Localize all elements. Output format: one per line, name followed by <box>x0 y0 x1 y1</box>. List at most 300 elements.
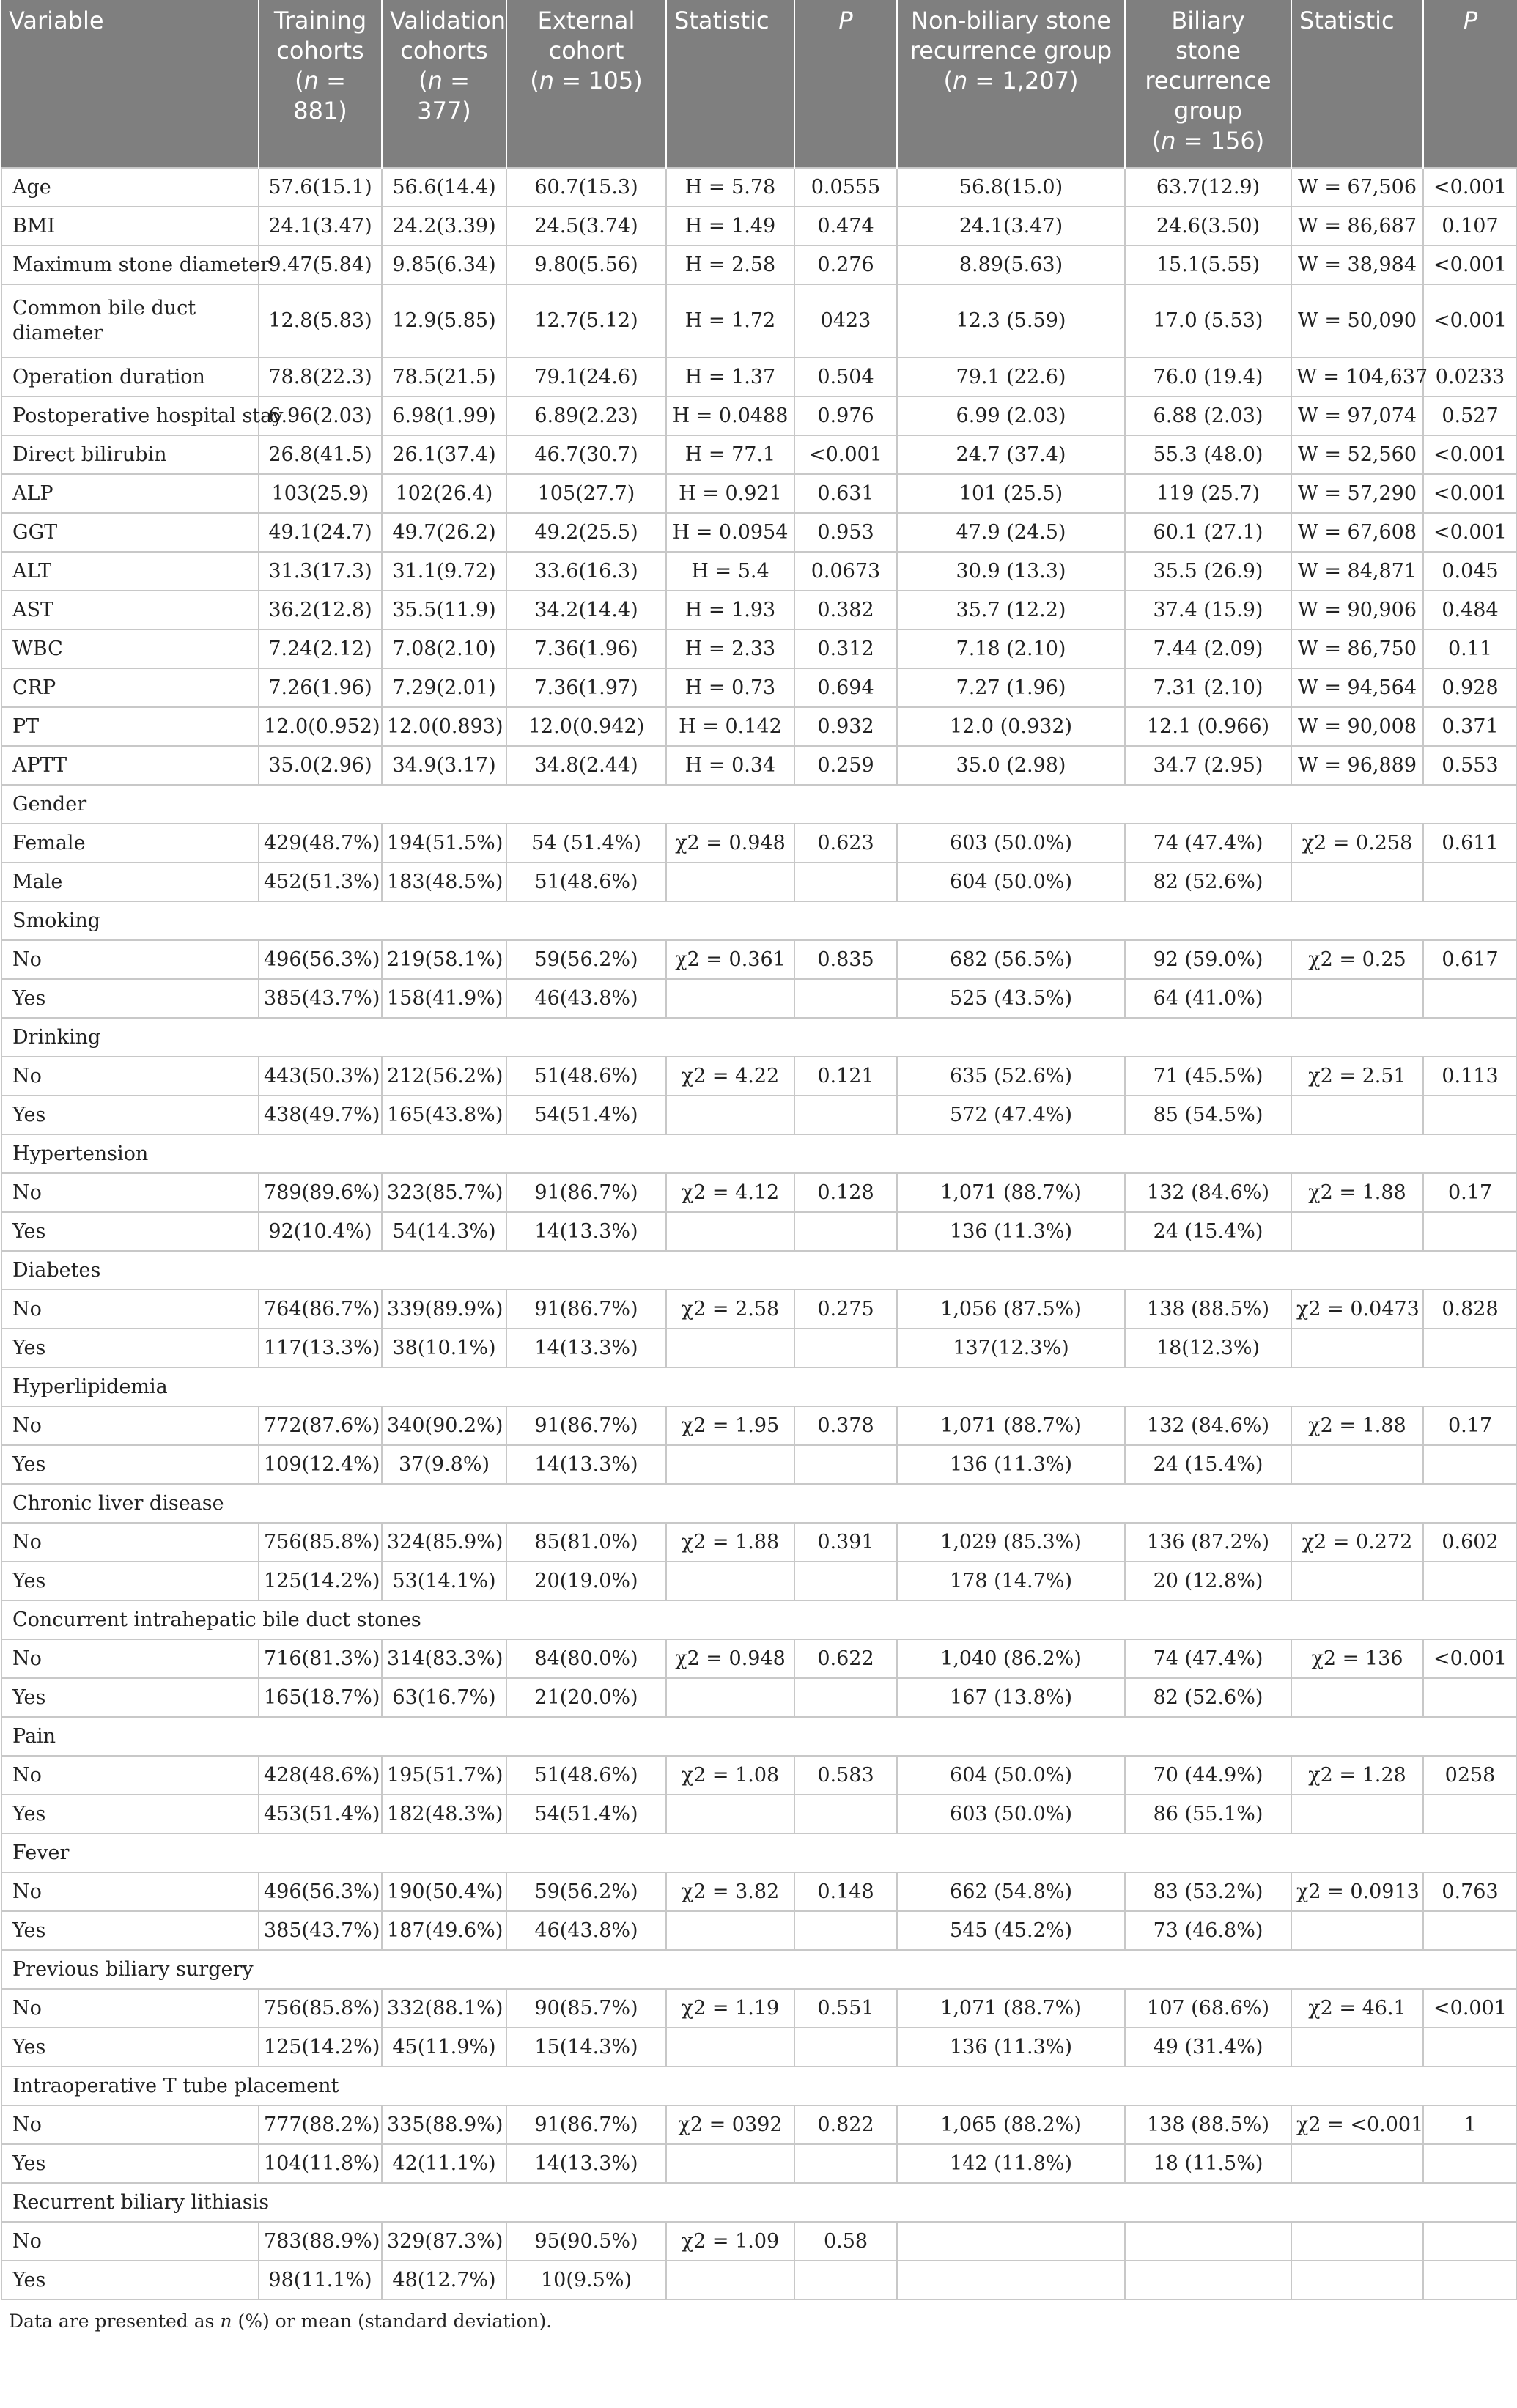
stat2-cell: W = 96,889 <box>1291 746 1423 785</box>
biliary-cell: 82 (52.6%) <box>1125 863 1291 901</box>
nonbiliary-cell: 47.9 (24.5) <box>897 513 1125 552</box>
table-row <box>1 2144 1517 2183</box>
level-cell: Yes <box>1 1562 259 1600</box>
p2-cell: 0258 <box>1423 1756 1517 1795</box>
p1-cell: 0.378 <box>794 1406 897 1445</box>
external-cell: 6.89(2.23) <box>506 396 666 435</box>
p2-cell <box>1423 1212 1517 1251</box>
external-cell: 15(14.3%) <box>506 2028 666 2067</box>
p2-cell: 0.828 <box>1423 1290 1517 1329</box>
stat1-cell: χ2 = 0392 <box>666 2105 794 2144</box>
training-cell: 7.26(1.96) <box>259 668 382 707</box>
validation-cell: 187(49.6%) <box>382 1911 506 1950</box>
level-cell: No <box>1 2222 259 2261</box>
stat2-cell <box>1291 2261 1423 2300</box>
table-row <box>1 668 1517 707</box>
level-cell: Female <box>1 824 259 863</box>
nonbiliary-cell: 6.99 (2.03) <box>897 396 1125 435</box>
header-p-2: P <box>1423 0 1517 168</box>
training-cell: 31.3(17.3) <box>259 552 382 591</box>
validation-cell: 340(90.2%) <box>382 1406 506 1445</box>
validation-cell: 219(58.1%) <box>382 940 506 979</box>
stat2-cell <box>1291 1795 1423 1833</box>
validation-cell: 12.0(0.893) <box>382 707 506 746</box>
external-cell: 51(48.6%) <box>506 1756 666 1795</box>
group-title-cell: Previous biliary surgery <box>1 1950 1517 1989</box>
external-cell: 91(86.7%) <box>506 1173 666 1212</box>
biliary-cell: 20 (12.8%) <box>1125 1562 1291 1600</box>
group-header-row <box>1 785 1517 824</box>
stat1-cell: H = 0.142 <box>666 707 794 746</box>
p2-cell: 0.0233 <box>1423 358 1517 396</box>
variable-cell: Operation duration <box>1 358 259 396</box>
biliary-cell: 63.7(12.9) <box>1125 168 1291 207</box>
external-cell: 54 (51.4%) <box>506 824 666 863</box>
table-row <box>1 1523 1517 1562</box>
table-row <box>1 1290 1517 1329</box>
validation-cell: 183(48.5%) <box>382 863 506 901</box>
nonbiliary-cell: 30.9 (13.3) <box>897 552 1125 591</box>
stat2-cell: W = 67,608 <box>1291 513 1423 552</box>
stat2-cell <box>1291 2028 1423 2067</box>
variable-cell: BMI <box>1 207 259 245</box>
biliary-cell: 83 (53.2%) <box>1125 1872 1291 1911</box>
stat1-cell: H = 1.93 <box>666 591 794 629</box>
validation-cell: 314(83.3%) <box>382 1639 506 1678</box>
table-row <box>1 1795 1517 1833</box>
stat2-cell: W = 90,008 <box>1291 707 1423 746</box>
table-row <box>1 1445 1517 1484</box>
p1-cell: 0.259 <box>794 746 897 785</box>
nonbiliary-cell: 8.89(5.63) <box>897 245 1125 284</box>
stat2-cell <box>1291 1096 1423 1134</box>
validation-cell: 26.1(37.4) <box>382 435 506 474</box>
p2-cell <box>1423 2261 1517 2300</box>
p2-cell: <0.001 <box>1423 513 1517 552</box>
biliary-cell: 7.31 (2.10) <box>1125 668 1291 707</box>
training-cell: 35.0(2.96) <box>259 746 382 785</box>
training-cell: 777(88.2%) <box>259 2105 382 2144</box>
p1-cell <box>794 1562 897 1600</box>
training-cell: 443(50.3%) <box>259 1057 382 1096</box>
p1-cell: 0.822 <box>794 2105 897 2144</box>
training-cell: 7.24(2.12) <box>259 629 382 668</box>
level-cell: Yes <box>1 2144 259 2183</box>
stat1-cell <box>666 1911 794 1950</box>
group-header-row <box>1 1950 1517 1989</box>
p1-cell: 0.583 <box>794 1756 897 1795</box>
external-cell: 14(13.3%) <box>506 2144 666 2183</box>
biliary-cell: 49 (31.4%) <box>1125 2028 1291 2067</box>
validation-cell: 332(88.1%) <box>382 1989 506 2028</box>
p1-cell: 0.276 <box>794 245 897 284</box>
table-row <box>1 824 1517 863</box>
validation-cell: 35.5(11.9) <box>382 591 506 629</box>
stat1-cell <box>666 979 794 1018</box>
table-row <box>1 1406 1517 1445</box>
table-row <box>1 707 1517 746</box>
external-cell: 54(51.4%) <box>506 1096 666 1134</box>
level-cell: No <box>1 1872 259 1911</box>
biliary-cell: 24.6(3.50) <box>1125 207 1291 245</box>
external-cell: 24.5(3.74) <box>506 207 666 245</box>
stat1-cell <box>666 863 794 901</box>
p1-cell: 0.694 <box>794 668 897 707</box>
training-cell: 756(85.8%) <box>259 1989 382 2028</box>
stat1-cell: H = 1.49 <box>666 207 794 245</box>
variable-cell: GGT <box>1 513 259 552</box>
stat2-cell: χ2 = 1.88 <box>1291 1173 1423 1212</box>
level-cell: No <box>1 1989 259 2028</box>
training-cell: 438(49.7%) <box>259 1096 382 1134</box>
biliary-cell: 12.1 (0.966) <box>1125 707 1291 746</box>
stat1-cell <box>666 2261 794 2300</box>
nonbiliary-cell: 682 (56.5%) <box>897 940 1125 979</box>
p1-cell <box>794 2144 897 2183</box>
training-cell: 6.96(2.03) <box>259 396 382 435</box>
validation-cell: 324(85.9%) <box>382 1523 506 1562</box>
variable-cell: CRP <box>1 668 259 707</box>
validation-cell: 53(14.1%) <box>382 1562 506 1600</box>
stat1-cell <box>666 2028 794 2067</box>
training-cell: 36.2(12.8) <box>259 591 382 629</box>
validation-cell: 329(87.3%) <box>382 2222 506 2261</box>
nonbiliary-cell: 1,071 (88.7%) <box>897 1989 1125 2028</box>
table-row <box>1 1678 1517 1717</box>
variable-cell: WBC <box>1 629 259 668</box>
external-cell: 21(20.0%) <box>506 1678 666 1717</box>
external-cell: 49.2(25.5) <box>506 513 666 552</box>
validation-cell: 38(10.1%) <box>382 1329 506 1367</box>
p1-cell: 0.932 <box>794 707 897 746</box>
biliary-cell: 35.5 (26.9) <box>1125 552 1291 591</box>
p1-cell: <0.001 <box>794 435 897 474</box>
header-external: External cohort (n = 105) <box>506 0 666 168</box>
p2-cell: <0.001 <box>1423 1989 1517 2028</box>
external-cell: 85(81.0%) <box>506 1523 666 1562</box>
stat1-cell: χ2 = 0.948 <box>666 824 794 863</box>
biliary-cell: 85 (54.5%) <box>1125 1096 1291 1134</box>
characteristics-table <box>1 0 1517 2300</box>
validation-cell: 194(51.5%) <box>382 824 506 863</box>
validation-cell: 31.1(9.72) <box>382 552 506 591</box>
stat2-cell <box>1291 979 1423 1018</box>
validation-cell: 54(14.3%) <box>382 1212 506 1251</box>
table-footnote: Data are presented as n (%) or mean (standard deviation). <box>9 2311 553 2332</box>
biliary-cell: 6.88 (2.03) <box>1125 396 1291 435</box>
stat2-cell: χ2 = 0.258 <box>1291 824 1423 863</box>
p1-cell <box>794 2028 897 2067</box>
header-training: Training cohorts (n = 881) <box>259 0 382 168</box>
level-cell: Yes <box>1 1212 259 1251</box>
p1-cell <box>794 1445 897 1484</box>
p1-cell <box>794 1329 897 1367</box>
biliary-cell: 138 (88.5%) <box>1125 2105 1291 2144</box>
p1-cell: 0.504 <box>794 358 897 396</box>
level-cell: No <box>1 940 259 979</box>
table-body <box>1 168 1517 2300</box>
validation-cell: 335(88.9%) <box>382 2105 506 2144</box>
group-title-cell: Fever <box>1 1833 1517 1872</box>
external-cell: 51(48.6%) <box>506 863 666 901</box>
validation-cell: 78.5(21.5) <box>382 358 506 396</box>
level-cell: No <box>1 1639 259 1678</box>
training-cell: 453(51.4%) <box>259 1795 382 1833</box>
biliary-cell: 37.4 (15.9) <box>1125 591 1291 629</box>
biliary-cell: 82 (52.6%) <box>1125 1678 1291 1717</box>
nonbiliary-cell: 7.18 (2.10) <box>897 629 1125 668</box>
p2-cell <box>1423 2144 1517 2183</box>
table-row <box>1 168 1517 207</box>
external-cell: 14(13.3%) <box>506 1445 666 1484</box>
external-cell: 34.8(2.44) <box>506 746 666 785</box>
table-row <box>1 746 1517 785</box>
p2-cell: <0.001 <box>1423 435 1517 474</box>
stat1-cell: H = 0.921 <box>666 474 794 513</box>
table-row <box>1 591 1517 629</box>
variable-cell: Postoperative hospital stay <box>1 396 259 435</box>
p1-cell: 0.121 <box>794 1057 897 1096</box>
external-cell: 12.0(0.942) <box>506 707 666 746</box>
stat2-cell <box>1291 2222 1423 2261</box>
validation-cell: 102(26.4) <box>382 474 506 513</box>
external-cell: 46.7(30.7) <box>506 435 666 474</box>
p1-cell: 0.58 <box>794 2222 897 2261</box>
p2-cell <box>1423 979 1517 1018</box>
training-cell: 57.6(15.1) <box>259 168 382 207</box>
level-cell: No <box>1 1406 259 1445</box>
table-row <box>1 1096 1517 1134</box>
training-cell: 764(86.7%) <box>259 1290 382 1329</box>
nonbiliary-cell: 603 (50.0%) <box>897 1795 1125 1833</box>
stat2-cell: W = 52,560 <box>1291 435 1423 474</box>
level-cell: No <box>1 1173 259 1212</box>
nonbiliary-cell: 1,029 (85.3%) <box>897 1523 1125 1562</box>
group-header-row <box>1 2183 1517 2222</box>
external-cell: 91(86.7%) <box>506 1290 666 1329</box>
external-cell: 33.6(16.3) <box>506 552 666 591</box>
p2-cell: 0.045 <box>1423 552 1517 591</box>
nonbiliary-cell: 136 (11.3%) <box>897 1212 1125 1251</box>
p2-cell: <0.001 <box>1423 1639 1517 1678</box>
p2-cell: 0.617 <box>1423 940 1517 979</box>
stat2-cell: W = 84,871 <box>1291 552 1423 591</box>
stat1-cell: χ2 = 1.95 <box>666 1406 794 1445</box>
table-header <box>1 0 1517 168</box>
group-header-row <box>1 2067 1517 2105</box>
external-cell: 20(19.0%) <box>506 1562 666 1600</box>
p2-cell <box>1423 1562 1517 1600</box>
p1-cell <box>794 1911 897 1950</box>
validation-cell: 195(51.7%) <box>382 1756 506 1795</box>
level-cell: No <box>1 1290 259 1329</box>
p1-cell: 0.631 <box>794 474 897 513</box>
table-row <box>1 1756 1517 1795</box>
p2-cell <box>1423 1096 1517 1134</box>
stat1-cell <box>666 2144 794 2183</box>
validation-cell: 9.85(6.34) <box>382 245 506 284</box>
p2-cell: 0.484 <box>1423 591 1517 629</box>
validation-cell: 212(56.2%) <box>382 1057 506 1096</box>
nonbiliary-cell: 24.7 (37.4) <box>897 435 1125 474</box>
nonbiliary-cell: 35.7 (12.2) <box>897 591 1125 629</box>
p2-cell: 0.371 <box>1423 707 1517 746</box>
stat2-cell <box>1291 1678 1423 1717</box>
training-cell: 125(14.2%) <box>259 1562 382 1600</box>
stat1-cell <box>666 1562 794 1600</box>
header-validation: Validation cohorts (n = 377) <box>382 0 506 168</box>
stat2-cell <box>1291 2144 1423 2183</box>
nonbiliary-cell: 35.0 (2.98) <box>897 746 1125 785</box>
group-header-row <box>1 1484 1517 1523</box>
stat2-cell: χ2 = 0.0473 <box>1291 1290 1423 1329</box>
level-cell: No <box>1 1523 259 1562</box>
external-cell: 46(43.8%) <box>506 979 666 1018</box>
p2-cell: 0.11 <box>1423 629 1517 668</box>
stat1-cell <box>666 1212 794 1251</box>
training-cell: 92(10.4%) <box>259 1212 382 1251</box>
stat1-cell: H = 1.72 <box>666 284 794 358</box>
nonbiliary-cell: 136 (11.3%) <box>897 1445 1125 1484</box>
nonbiliary-cell: 1,065 (88.2%) <box>897 2105 1125 2144</box>
p2-cell <box>1423 2028 1517 2067</box>
nonbiliary-cell: 1,040 (86.2%) <box>897 1639 1125 1678</box>
validation-cell: 7.29(2.01) <box>382 668 506 707</box>
table-row <box>1 1872 1517 1911</box>
group-header-row <box>1 901 1517 940</box>
training-cell: 9.47(5.84) <box>259 245 382 284</box>
stat2-cell <box>1291 1911 1423 1950</box>
stat2-cell: χ2 = 46.1 <box>1291 1989 1423 2028</box>
p2-cell: 0.113 <box>1423 1057 1517 1096</box>
stat1-cell: χ2 = 0.361 <box>666 940 794 979</box>
nonbiliary-cell: 604 (50.0%) <box>897 1756 1125 1795</box>
level-cell: Yes <box>1 1329 259 1367</box>
biliary-cell: 71 (45.5%) <box>1125 1057 1291 1096</box>
group-title-cell: Hypertension <box>1 1134 1517 1173</box>
variable-cell: Common bile duct diameter <box>1 284 259 358</box>
p1-cell: 0.148 <box>794 1872 897 1911</box>
p2-cell: 0.611 <box>1423 824 1517 863</box>
nonbiliary-cell: 178 (14.7%) <box>897 1562 1125 1600</box>
variable-cell: PT <box>1 707 259 746</box>
nonbiliary-cell: 1,071 (88.7%) <box>897 1406 1125 1445</box>
level-cell: Yes <box>1 979 259 1018</box>
table-row <box>1 435 1517 474</box>
nonbiliary-cell: 167 (13.8%) <box>897 1678 1125 1717</box>
validation-cell: 182(48.3%) <box>382 1795 506 1833</box>
p1-cell: 0.0555 <box>794 168 897 207</box>
p1-cell: 0.623 <box>794 824 897 863</box>
biliary-cell <box>1125 2222 1291 2261</box>
nonbiliary-cell: 1,071 (88.7%) <box>897 1173 1125 1212</box>
training-cell: 26.8(41.5) <box>259 435 382 474</box>
stat2-cell: χ2 = 2.51 <box>1291 1057 1423 1096</box>
validation-cell: 49.7(26.2) <box>382 513 506 552</box>
stat1-cell: χ2 = 4.12 <box>666 1173 794 1212</box>
header-nonbiliary: Non-biliary stone recurrence group (n = 1,207) <box>897 0 1125 168</box>
header-p-1: P <box>794 0 897 168</box>
biliary-cell: 7.44 (2.09) <box>1125 629 1291 668</box>
biliary-cell: 132 (84.6%) <box>1125 1406 1291 1445</box>
variable-cell: ALP <box>1 474 259 513</box>
validation-cell: 190(50.4%) <box>382 1872 506 1911</box>
stat1-cell <box>666 1678 794 1717</box>
biliary-cell: 86 (55.1%) <box>1125 1795 1291 1833</box>
biliary-cell: 119 (25.7) <box>1125 474 1291 513</box>
level-cell: No <box>1 1756 259 1795</box>
p2-cell: 0.107 <box>1423 207 1517 245</box>
stat2-cell: W = 50,090 <box>1291 284 1423 358</box>
group-title-cell: Intraoperative T tube placement <box>1 2067 1517 2105</box>
level-cell: No <box>1 2105 259 2144</box>
validation-cell: 34.9(3.17) <box>382 746 506 785</box>
biliary-cell: 74 (47.4%) <box>1125 1639 1291 1678</box>
training-cell: 772(87.6%) <box>259 1406 382 1445</box>
group-header-row <box>1 1717 1517 1756</box>
p2-cell: 0.928 <box>1423 668 1517 707</box>
p1-cell: 0.275 <box>794 1290 897 1329</box>
stat2-cell: W = 38,984 <box>1291 245 1423 284</box>
stat1-cell: H = 5.78 <box>666 168 794 207</box>
stat1-cell: H = 0.0488 <box>666 396 794 435</box>
external-cell: 90(85.7%) <box>506 1989 666 2028</box>
training-cell: 24.1(3.47) <box>259 207 382 245</box>
level-cell: Yes <box>1 1096 259 1134</box>
biliary-cell: 132 (84.6%) <box>1125 1173 1291 1212</box>
training-cell: 12.8(5.83) <box>259 284 382 358</box>
stat2-cell: χ2 = 1.28 <box>1291 1756 1423 1795</box>
table-row <box>1 1639 1517 1678</box>
validation-cell: 158(41.9%) <box>382 979 506 1018</box>
table-row <box>1 2028 1517 2067</box>
p2-cell <box>1423 863 1517 901</box>
group-header-row <box>1 1134 1517 1173</box>
group-title-cell: Diabetes <box>1 1251 1517 1290</box>
table-row <box>1 358 1517 396</box>
external-cell: 14(13.3%) <box>506 1329 666 1367</box>
stat1-cell: H = 2.58 <box>666 245 794 284</box>
nonbiliary-cell: 56.8(15.0) <box>897 168 1125 207</box>
validation-cell: 323(85.7%) <box>382 1173 506 1212</box>
level-cell: Yes <box>1 1678 259 1717</box>
external-cell: 105(27.7) <box>506 474 666 513</box>
p2-cell: <0.001 <box>1423 284 1517 358</box>
p1-cell: 0423 <box>794 284 897 358</box>
stat1-cell <box>666 1445 794 1484</box>
p1-cell: 0.382 <box>794 591 897 629</box>
external-cell: 46(43.8%) <box>506 1911 666 1950</box>
level-cell: Male <box>1 863 259 901</box>
external-cell: 91(86.7%) <box>506 2105 666 2144</box>
p2-cell: 0.17 <box>1423 1173 1517 1212</box>
stat2-cell <box>1291 1329 1423 1367</box>
stat2-cell: χ2 = 0.25 <box>1291 940 1423 979</box>
table-row <box>1 1911 1517 1950</box>
training-cell: 78.8(22.3) <box>259 358 382 396</box>
table-row <box>1 863 1517 901</box>
variable-cell: APTT <box>1 746 259 785</box>
stat1-cell: H = 0.0954 <box>666 513 794 552</box>
table-row <box>1 396 1517 435</box>
nonbiliary-cell: 635 (52.6%) <box>897 1057 1125 1096</box>
biliary-cell: 60.1 (27.1) <box>1125 513 1291 552</box>
biliary-cell: 24 (15.4%) <box>1125 1445 1291 1484</box>
training-cell: 165(18.7%) <box>259 1678 382 1717</box>
biliary-cell: 18 (11.5%) <box>1125 2144 1291 2183</box>
training-cell: 789(89.6%) <box>259 1173 382 1212</box>
biliary-cell <box>1125 2261 1291 2300</box>
